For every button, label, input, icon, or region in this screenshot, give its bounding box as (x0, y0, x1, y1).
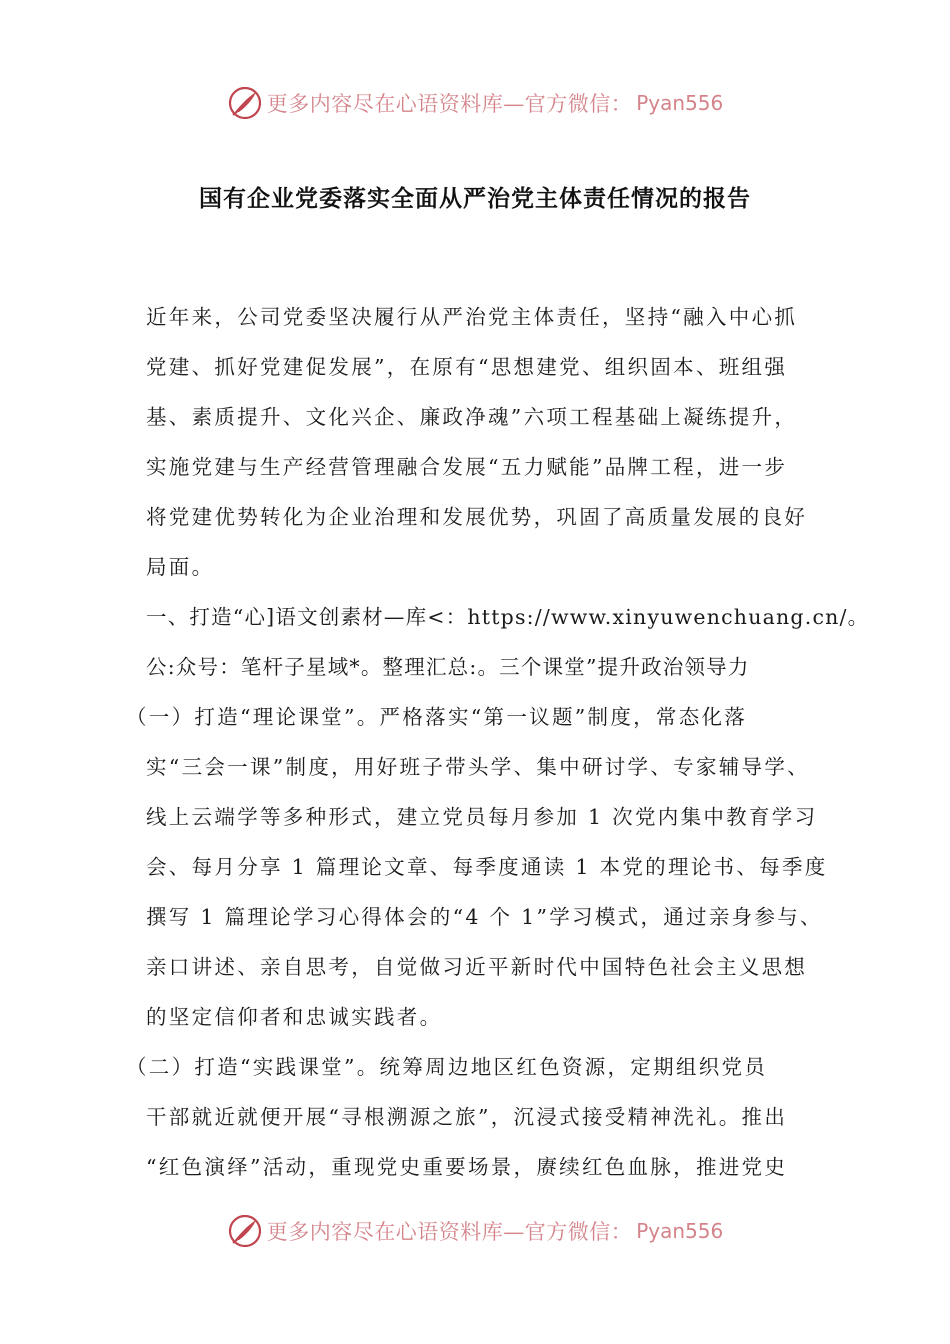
paragraph-line: 干部就近就便开展“寻根溯源之旅”，沉浸式接受精神洗礼。推出 (146, 1105, 788, 1129)
paragraph-line: 的坚定信仰者和忠诚实践者。 (146, 1005, 443, 1029)
banner-wechat-id: Pyan556 (636, 91, 724, 115)
footer-banner (0, 1206, 950, 1256)
quill-pen-logo-icon (227, 85, 263, 121)
subsection-line: （一）打造“理论课堂”。严格落实“第一议题”制度，常态化落 (126, 705, 748, 729)
banner-text: 更多内容尽在心语资料库—官方微信： (266, 92, 633, 116)
quill-pen-logo-icon (227, 1213, 263, 1249)
paragraph-line: 基、素质提升、文化兴企、廉政净魂”六项工程基础上凝练提升， (146, 405, 798, 429)
paragraph-line: 实施党建与生产经营管理融合发展“五力赋能”品牌工程，进一步 (146, 455, 788, 479)
header-banner (0, 78, 950, 128)
banner-wechat-id: Pyan556 (636, 1219, 724, 1243)
paragraph-line: 将党建优势转化为企业治理和发展优势，巩固了高质量发展的良好 (146, 505, 808, 529)
paragraph-line: 会、每月分享 1 篇理论文章、每季度通读 1 本党的理论书、每季度 (146, 855, 828, 879)
document-title: 国有企业党委落实全面从严治党主体责任情况的报告 (199, 186, 751, 212)
subsection-line: （二）打造“实践课堂”。统筹周边地区红色资源，定期组织党员 (126, 1055, 768, 1079)
section-heading-line: 一、打造“心]语文创素材—库<：https://www.xinyuwenchuang.cn/。 (146, 605, 870, 629)
banner-text: 更多内容尽在心语资料库—官方微信： (266, 1220, 633, 1244)
paragraph-line: “红色演绎”活动，重现党史重要场景，赓续红色血脉，推进党史 (146, 1155, 788, 1179)
paragraph-line: 亲口讲述、亲自思考，自觉做习近平新时代中国特色社会主义思想 (146, 955, 808, 979)
paragraph-line: 撰写 1 篇理论学习心得体会的“4 个 1”学习模式，通过亲身参与、 (146, 905, 823, 929)
section-heading-line: 公:众号：笔杆子星域*。整理汇总:。三个课堂”提升政治领导力 (146, 655, 750, 679)
paragraph-line: 党建、抓好党建促发展”，在原有“思想建党、组织固本、班组强 (146, 355, 788, 379)
document-body (126, 292, 870, 1192)
paragraph-line: 局面。 (146, 555, 215, 579)
paragraph-line: 实“三会一课”制度，用好班子带头学、集中研讨学、专家辅导学、 (146, 755, 810, 779)
paragraph-line: 线上云端学等多种形式，建立党员每月参加 1 次党内集中教育学习 (146, 805, 818, 829)
paragraph-line: 近年来，公司党委坚决履行从严治党主体责任，坚持“融入中心抓 (146, 305, 798, 329)
